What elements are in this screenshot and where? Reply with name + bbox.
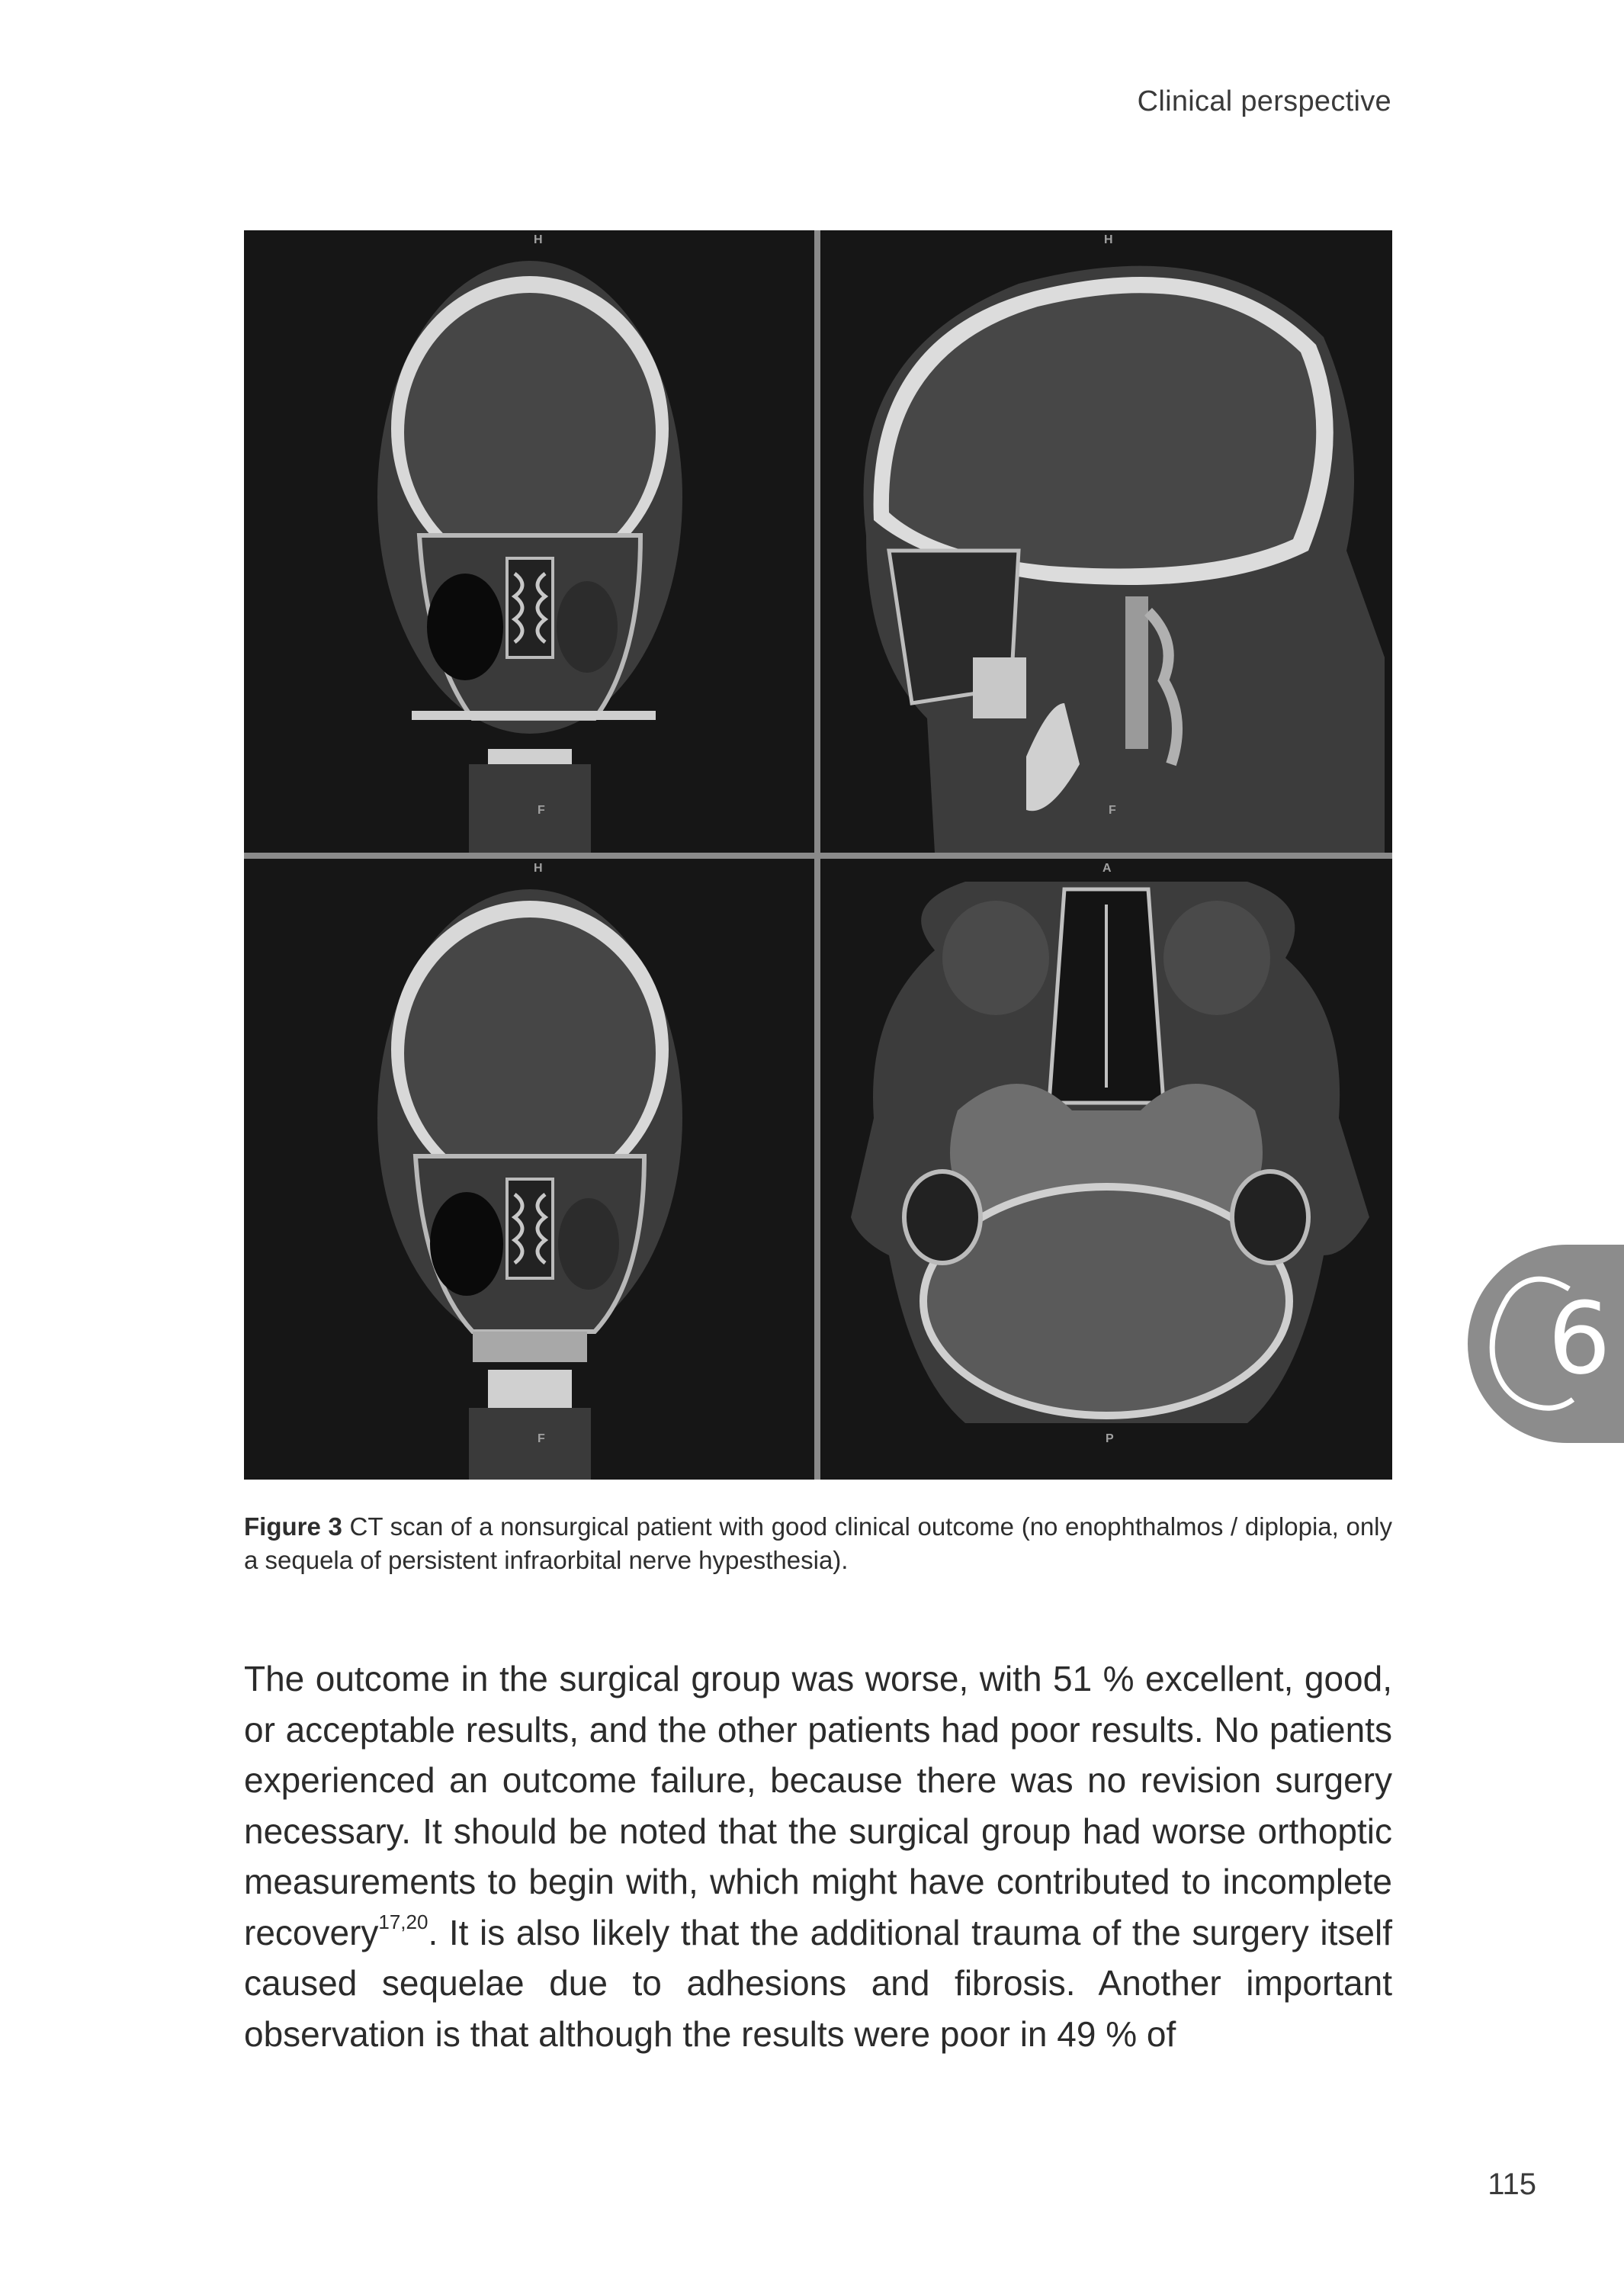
panel-divider-horizontal xyxy=(244,853,1392,859)
chapter-number: 6 xyxy=(1548,1281,1611,1396)
figure-caption xyxy=(244,1510,1392,1577)
orientation-label-bottom: F xyxy=(538,1432,545,1445)
orientation-label-bottom: F xyxy=(1109,804,1116,817)
orientation-label-bottom: P xyxy=(1106,1432,1114,1445)
coronal-ct-image xyxy=(244,859,814,1480)
axial-ct-image xyxy=(820,859,1392,1480)
orientation-label-top: H xyxy=(534,862,543,875)
ct-scan-figure xyxy=(244,230,1392,1480)
coronal-ct-image xyxy=(244,230,814,853)
orientation-label-bottom: F xyxy=(538,804,545,817)
reference-citation: 17,20 xyxy=(378,1910,428,1934)
ct-panel-sagittal xyxy=(820,230,1392,853)
paragraph-text-part-1: The outcome in the surgical group was worse, with 51 % excellent, good, or acceptable results, and the other patients had poor results. No patients experienced an outcome failure, because there was no revision surgery necessary. It should be noted that the surgical group had worse orthoptic measurements to begin with, which might have contributed to incomplete recovery xyxy=(244,1659,1392,1952)
orientation-label-top: H xyxy=(534,233,543,246)
orientation-label-top: A xyxy=(1102,862,1112,875)
ct-panel-coronal-top xyxy=(244,230,814,853)
page-number: 115 xyxy=(1488,2167,1536,2201)
running-head: Clinical perspective xyxy=(1137,85,1391,117)
body-paragraph xyxy=(244,1653,1392,2059)
paragraph-text-part-2: . It is also likely that the additional trauma of the surgery itself caused sequelae due to adhesions and fibrosis. Another important observation is that although the results were poor in 49 % of xyxy=(244,1912,1392,2054)
orientation-label-top: H xyxy=(1104,233,1113,246)
figure-caption-text: CT scan of a nonsurgical patient with good clinical outcome (no enophthalmos / diplopia, only a sequela of persistent infraorbital nerve hypesthesia). xyxy=(244,1512,1393,1574)
ct-panel-axial xyxy=(820,859,1392,1480)
figure-label: Figure 3 xyxy=(244,1512,342,1541)
sagittal-ct-image xyxy=(820,230,1392,853)
ct-panel-coronal-bottom xyxy=(244,859,814,1480)
